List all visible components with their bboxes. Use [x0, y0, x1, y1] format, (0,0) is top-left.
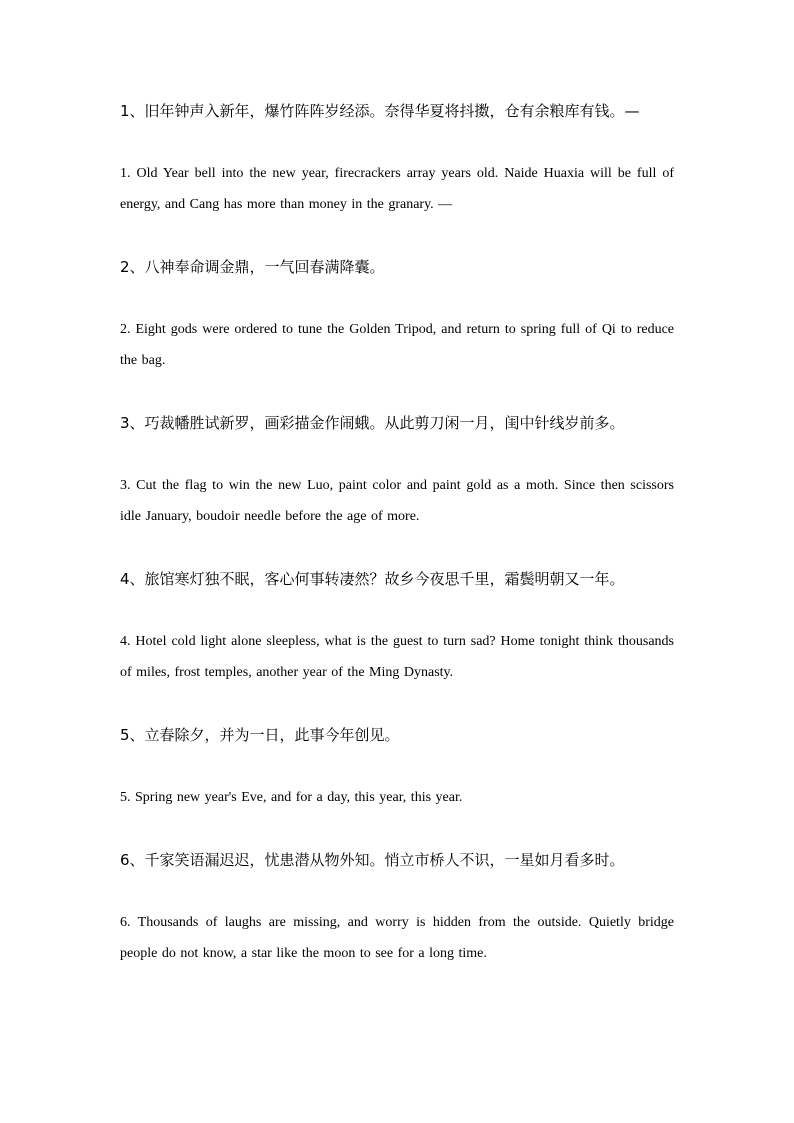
poem-line-en-3: 3. Cut the flag to win the new Luo, paint color and paint gold as a moth. Since then scissors idle January, boudoir needle before the age of more.: [120, 478, 674, 524]
document-body: [120, 96, 674, 969]
poem-line-zh-1: 1、旧年钟声入新年，爆竹阵阵岁经添。奈得华夏将抖擞，仓有余粮库有钱。—: [120, 102, 640, 120]
poem-line-en-2: 2. Eight gods were ordered to tune the Golden Tripod, and return to spring full of Qi to reduce the bag.: [120, 322, 674, 368]
poem-line-zh-4: 4、旅馆寒灯独不眠，客心何事转凄然？故乡今夜思千里，霜鬓明朝又一年。: [120, 570, 625, 588]
poem-line-en-5: 5. Spring new year's Eve, and for a day, this year, this year.: [120, 790, 463, 805]
poem-line-zh-6: 6、千家笑语漏迟迟，忧患潜从物外知。悄立市桥人不识，一星如月看多时。: [120, 851, 625, 869]
poem-line-zh-3: 3、巧裁幡胜试新罗，画彩描金作闹蛾。从此剪刀闲一月，闺中针线岁前多。: [120, 414, 625, 432]
poem-line-en-6: 6. Thousands of laughs are missing, and worry is hidden from the outside. Quietly bridge people do not know, a star like the moon to see for a long time.: [120, 915, 674, 961]
poem-line-zh-2: 2、八神奉命调金鼎，一气回春满降囊。: [120, 258, 385, 276]
poem-line-zh-5: 5、立春除夕，并为一日，此事今年创见。: [120, 726, 400, 744]
poem-line-en-4: 4. Hotel cold light alone sleepless, what is the guest to turn sad? Home tonight think thousands of miles, frost temples, another year of the Ming Dynasty.: [120, 634, 674, 680]
poem-line-en-1: 1. Old Year bell into the new year, firecrackers array years old. Naide Huaxia will be full of energy, and Cang has more than money in the granary. —: [120, 166, 674, 212]
